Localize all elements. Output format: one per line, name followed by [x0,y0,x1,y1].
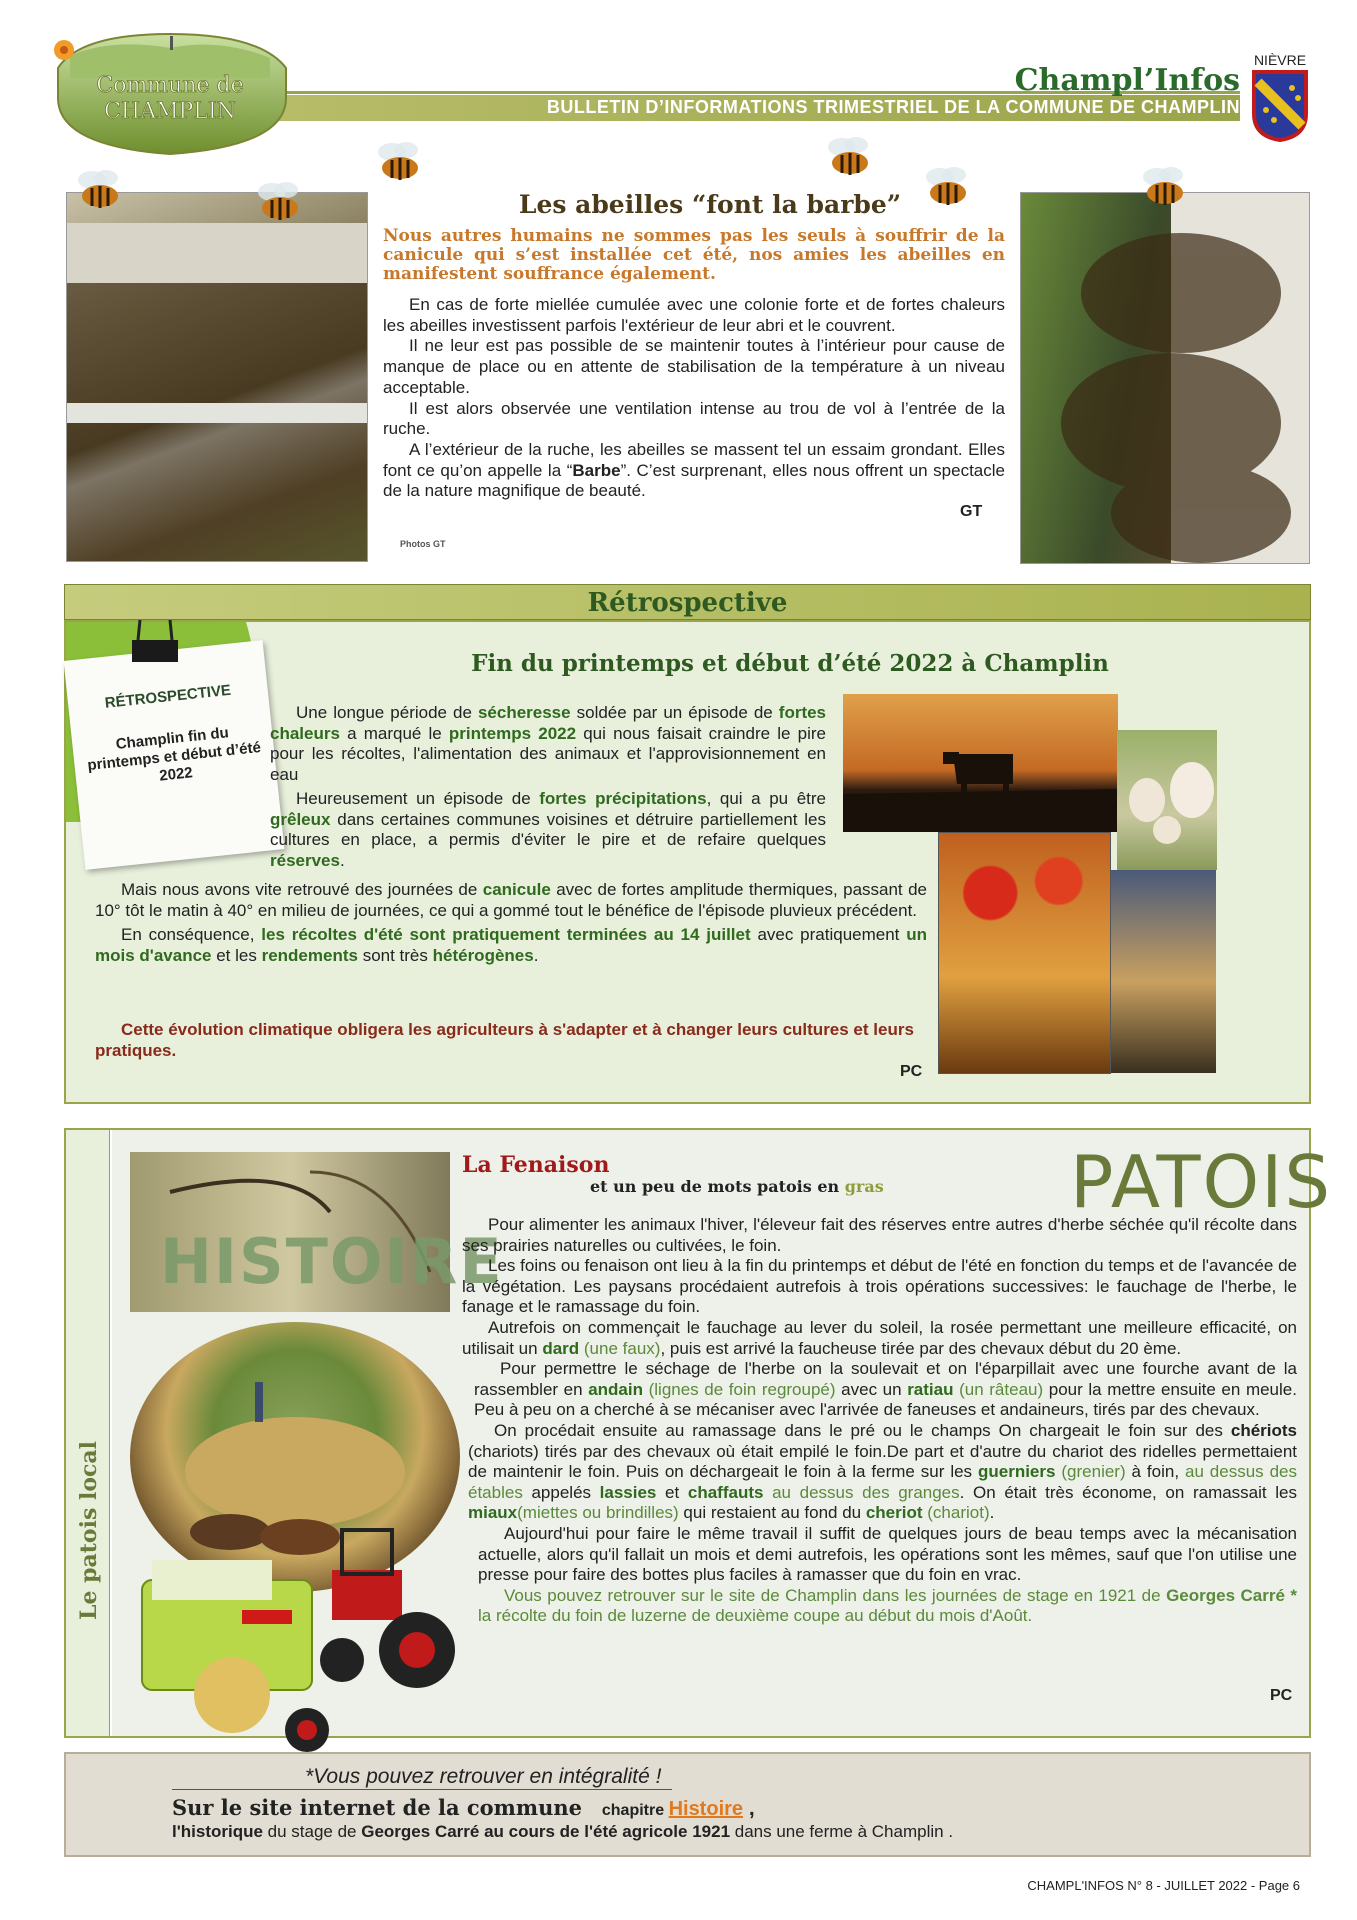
retrospective-signature: PC [900,1063,923,1080]
binder-clip-icon [130,618,180,664]
patois-side-label [66,1130,110,1736]
cows-photo [1117,730,1217,870]
patois-signature: PC [1270,1687,1293,1704]
bees-article-title: Les abeilles “font la barbe” [518,190,902,219]
retrospective-conclusion: Cette évolution climatique obligera les agriculteurs à s'adapter et à changer leurs cultures et leurs pratiques. [95,1020,914,1060]
brand-title: Champl’Infos [1014,63,1240,98]
patois-paragraph: Pour alimenter les animaux l'hiver, l'éleveur fait des réserves entre autres d'herbe séchée qu'il récolte dans ses prairies naturelles ou cultivées, le foin. [462,1215,1297,1255]
note-heading: RÉTROSPECTIVE [103,681,232,712]
retrospective-paragraph: En conséquence, les récoltes d'été sont pratiquement terminées au 14 juillet avec pratiquement un mois d'avance et les rendements sont très hétérogènes. [95,925,927,965]
cow-sunset-photo [843,694,1118,832]
retrospective-wide-text [95,880,927,966]
bees-paragraph: A l’extérieur de la ruche, les abeilles se massent tel un essaim grondant. Elles font ce qu’on appelle la “Barbe”. C’est surprenant, elles nous offrent un spectacle de la nature magnifique de beauté. [383,439,1005,501]
bees-paragraph: En cas de forte miellée cumulée avec une colonie forte et de fortes chaleurs les abeilles investissent parfois l'extérieur de leur abri et le couvrent. [383,295,1005,335]
flower-icon [54,40,74,60]
patois-paragraph: Vous pouvez retrouver sur le site de Champlin dans les journées de stage en 1921 de Georges Carré * la récolte du foin de luzerne de deuxième coupe au début du mois d'Août. [478,1585,1297,1626]
patois-paragraph: Autrefois on commençait le fauchage au lever du soleil, la rosée permettant une meilleure efficacité, on utilisait un dard (une faux), puis est arrivé la faucheuse tirée par des chevaux début du 20 ème. [462,1317,1297,1358]
bee-icon [70,168,130,212]
bee-icon [918,165,978,209]
retrospective-band-title: Rétrospective [587,588,788,618]
historia-word: HISTOIRE [160,1225,504,1298]
bees-article-body [383,295,1005,502]
reference-detail-line: l'historique du stage de Georges Carré au cours de l'été agricole 1921 dans une ferme à Champlin . [172,1822,954,1841]
grass-photo [1111,870,1216,1073]
department-label: NIÈVRE [1253,52,1307,68]
coat-of-arms-icon [1252,70,1308,142]
patois-paragraph: On procédait ensuite au ramassage dans le pré ou le champs On chargeait le foin sur des chériots (chariots) tirés par des chevaux où était empilé le foin.De part et d'autre du chariot des ridelles permettaient de maintenir le foin. Puis on déchargeait le foin à la ferme sur les guerniers (grenier) à foin, au dessus des étables appelés lassies et chaffauts au dessus des granges. On était très économe, on ramassait les miaux(miettes ou brindilles) qui restaient au fond du cheriot (chariot). [468,1420,1298,1523]
patois-paragraph: Pour permettre le séchage de l'herbe on la soulevait et on l'éparpillait avec une fourche avant de la rassembler en andain (lignes de foin regroupé) avec un ratiau (un râteau) pour la mettre ensuite en meule. Peu à peu on a cherché à se mécaniser avec l'arrivée de faneuses et andaineurs, tirés par des chevaux. [474,1359,1297,1420]
bees-hive-photo-right [1020,192,1310,564]
bee-icon [370,140,430,184]
photo-credit: Photos GT [400,539,446,549]
logo-text-line2: CHAMPLIN [104,99,236,124]
patois-word: PATOIS [1070,1140,1333,1224]
poppies-photo [938,832,1111,1074]
reference-website-line: Sur le site internet de la commune chapitre Histoire , [172,1795,755,1820]
bee-icon [250,180,310,224]
reference-note: *Vous pouvez retrouver en intégralité ! [305,1765,662,1788]
retrospective-paragraph: Une longue période de sécheresse soldée par un épisode de fortes chaleurs a marqué le printemps 2022 qui nous faisait craindre le pire pour les récoltes, l'alimentation des animaux et l'approvisionnement en eau [270,703,827,784]
patois-paragraph: Les foins ou fenaison ont lieu à la fin du printemps et début de l'été en fonction du temps et de l'avancée de la végétation. Les paysans procédaient autrefois à trois opérations successives: le fauchage de l'herbe, le fanage et le ramassage du foin. [462,1256,1297,1317]
toy-baler-tractor-image [132,1520,472,1760]
fenaison-title: La Fenaison [462,1152,610,1178]
patois-article-body [462,1215,1297,1627]
fenaison-subtitle: et un peu de mots patois en gras [590,1177,884,1196]
commune-logo [50,28,292,158]
bees-article-signature: GT [960,503,983,520]
page-number: CHAMPL'INFOS N° 8 - JUILLET 2022 - Page 6 [1027,1878,1300,1893]
bees-hive-photo-left [66,192,368,562]
logo-text-line1: Commune de [96,73,244,98]
retrospective-title: Fin du printemps et début d’été 2022 à Champlin [471,650,1109,677]
patois-paragraph: Aujourd'hui pour faire le même travail il suffit de quelques jours de beau temps avec la mécanisation actuelle, alors qu'il fallait un mois et demi autrefois, les opérations sont les mêmes, sauf que l'on utilise une presse pour faire des bottes plus faciles à ramasser que du foin en vrac. [478,1523,1297,1585]
bees-paragraph: Il est alors observée une ventilation intense au trou de vol à l’entrée de la ruche. [383,398,1005,439]
retrospective-column-text [270,703,826,871]
svg-text:Le patois local: Le patois local [76,1440,102,1620]
retrospective-paragraph: Heureusement un épisode de fortes précipitations, qui a pu être grêleux dans certaines communes voisines et détruire partiellement les cultures en place, a permis d'éviter le pire et de refaire quelques réserves. [270,789,827,870]
bees-article-lead: Nous autres humains ne sommes pas les seuls à souffrir de la canicule qui s’est installée cet été, nos amies les abeilles en manifestent souffrance également. [383,226,1005,284]
bee-icon [1135,165,1195,209]
bee-icon [820,135,880,179]
header-subtitle: BULLETIN D’INFORMATIONS TRIMESTRIEL DE LA COMMUNE DE CHAMPLIN [546,97,1240,117]
reference-rule [172,1789,672,1790]
retrospective-note-card [64,640,285,870]
retrospective-paragraph: Mais nous avons vite retrouvé des journées de canicule avec de fortes amplitude thermiques, passant de 10° tôt le matin à 40° en milieu de journées, ce qui a gommé tout le bénéfice de l'épisode pluvieux précédent. [95,880,927,920]
note-text: Champlin fin du printemps et début d’été 2022 [86,724,262,785]
bees-paragraph: Il ne leur est pas possible de se maintenir toutes à l’intérieur pour cause de manque de place ou en attente de stabilisation de la température à un niveau acceptable. [383,336,1005,397]
histoire-link[interactable]: Histoire [668,1798,744,1820]
